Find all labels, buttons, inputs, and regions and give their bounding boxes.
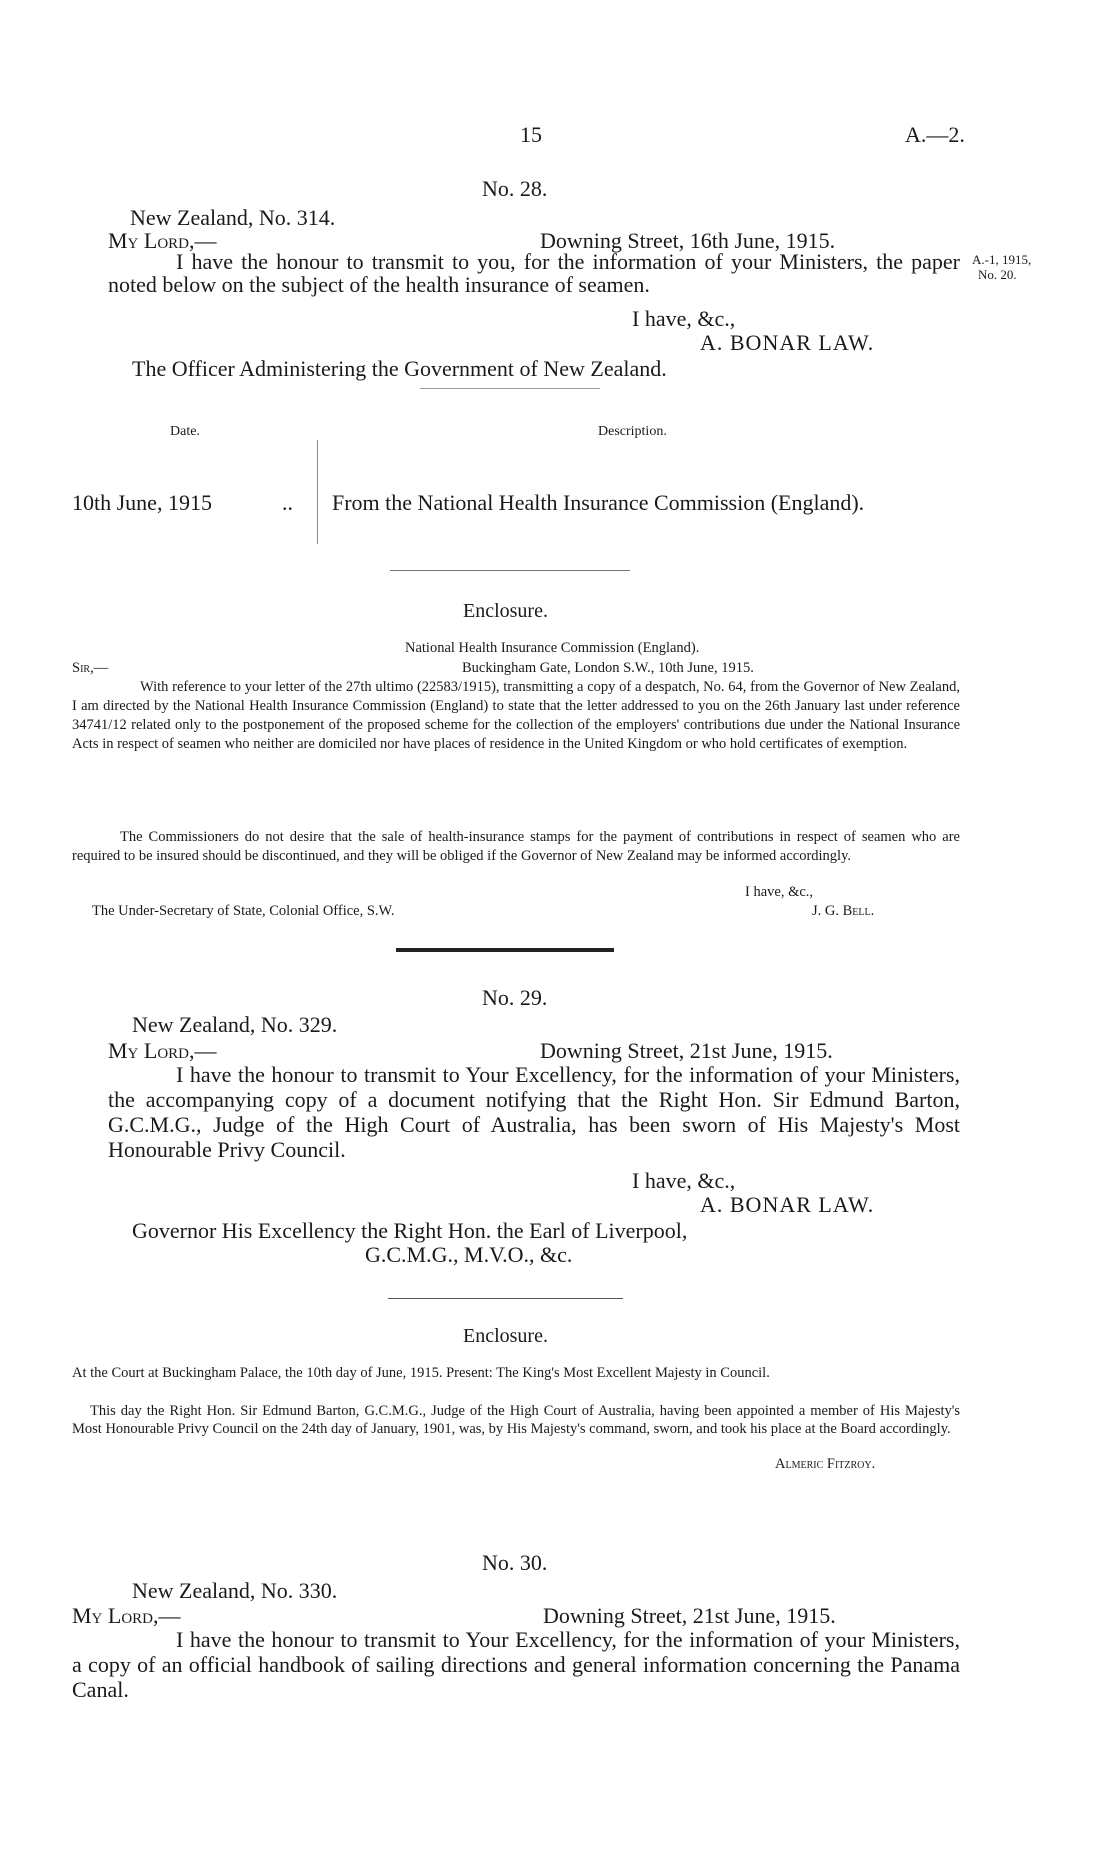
despatch-recipient-number: New Zealand, No. 314. xyxy=(130,205,336,230)
enclosure-signature: Almeric Fitzroy. xyxy=(775,1456,876,1472)
place-date: Downing Street, 21st June, 1915. xyxy=(540,1038,833,1063)
despatch-body: I have the honour to transmit to Your Excellency, for the information of your Ministers, the accompanying copy of a document notifying that the Right Hon. Sir Edmund Barton, G.C.M.G., Judge of the High Court of Australia, has been sworn of His Majesty's Most Honourable Privy Council. xyxy=(108,1062,960,1162)
place-date: Downing Street, 21st June, 1915. xyxy=(543,1603,836,1628)
salutation: My Lord,— xyxy=(108,1038,217,1063)
salutation: My Lord,— xyxy=(72,1603,181,1628)
enclosure-paragraph: This day the Right Hon. Sir Edmund Barton, G.C.M.G., Judge of the High Court of Australia, having been appointed a member of His Majesty's Most Honourable Privy Council on the 24th day of January, 1901, was, by His Majesty's command, sworn, and took his place at the Board accordingly. xyxy=(72,1403,960,1437)
margin-note: A.-1, 1915, xyxy=(972,252,1032,267)
signature: A. BONAR LAW. xyxy=(700,330,875,355)
place-date: Downing Street, 16th June, 1915. xyxy=(540,228,836,253)
closing: I have, &c., xyxy=(632,1168,736,1193)
enclosure-signature: J. G. Bell. xyxy=(812,903,875,919)
despatch-number: No. 29. xyxy=(482,985,548,1010)
divider xyxy=(390,570,630,571)
enclosure-heading: At the Court at Buckingham Palace, the 10th day of June, 1915. Present: The King's Most Excellent Majesty in Council. xyxy=(72,1365,770,1381)
table-cell-description: From the National Health Insurance Commission (England). xyxy=(332,490,865,515)
enclosure-addressee: The Under-Secretary of State, Colonial Office, S.W. xyxy=(92,903,395,919)
addressee: G.C.M.G., M.V.O., &c. xyxy=(365,1242,573,1267)
divider xyxy=(388,1298,623,1299)
enclosure-organisation: National Health Insurance Commission (England). xyxy=(405,640,700,656)
column-header-date: Date. xyxy=(170,424,200,439)
enclosure-title: Enclosure. xyxy=(463,600,548,622)
table-cell-date: 10th June, 1915 xyxy=(72,490,212,515)
column-header-description: Description. xyxy=(598,424,667,439)
divider xyxy=(420,388,600,389)
section-rule xyxy=(396,948,614,952)
despatch-body: I have the honour to transmit to you, for the information of your Ministers, the paper noted below on the subject of the health insurance of seamen. xyxy=(108,249,960,297)
despatch-body: I have the honour to transmit to Your Excellency, for the information of your Ministers, a copy of an official handbook of sailing directions and general information concerning the Panama Canal. xyxy=(72,1627,960,1702)
addressee: Governor His Excellency the Right Hon. the Earl of Liverpool, xyxy=(132,1218,688,1243)
column-divider xyxy=(317,440,318,544)
series-reference: A.—2. xyxy=(905,122,965,147)
enclosure-title: Enclosure. xyxy=(463,1325,548,1347)
enclosure-address: Buckingham Gate, London S.W., 10th June, 1915. xyxy=(462,660,754,676)
page-number: 15 xyxy=(520,122,542,147)
despatch-number: No. 30. xyxy=(482,1550,548,1575)
salutation: My Lord,— xyxy=(108,228,217,253)
closing: I have, &c., xyxy=(632,306,736,331)
despatch-recipient-number: New Zealand, No. 330. xyxy=(132,1578,338,1603)
table-cell-leader: .. xyxy=(282,490,293,515)
enclosure-salutation: Sir,— xyxy=(72,660,109,676)
despatch-recipient-number: New Zealand, No. 329. xyxy=(132,1012,338,1037)
signature: A. BONAR LAW. xyxy=(700,1192,875,1217)
margin-note: No. 20. xyxy=(978,267,1017,282)
despatch-number: No. 28. xyxy=(482,176,548,201)
enclosure-closing: I have, &c., xyxy=(745,884,814,900)
enclosure-paragraph: With reference to your letter of the 27th ultimo (22583/1915), transmitting a copy of a despatch, No. 64, from the Governor of New Zealand, I am directed by the National Health Insurance Commission (England) to state that the letter addressed to you on the 26th January last under reference 34741/12 related only to the postponement of the proposed scheme for the collection of the employers' contributions due under the National Insurance Acts in respect of seamen who neither are domiciled nor have places of residence in the United Kingdom or who hold certificates of exemption. xyxy=(72,679,960,752)
addressee: The Officer Administering the Government of New Zealand. xyxy=(132,356,667,381)
enclosure-paragraph: The Commissioners do not desire that the sale of health-insurance stamps for the payment of contributions in respect of seamen who are required to be insured should be discontinued, and they will be obliged if the Governor of New Zealand may be informed accordingly. xyxy=(72,829,960,864)
